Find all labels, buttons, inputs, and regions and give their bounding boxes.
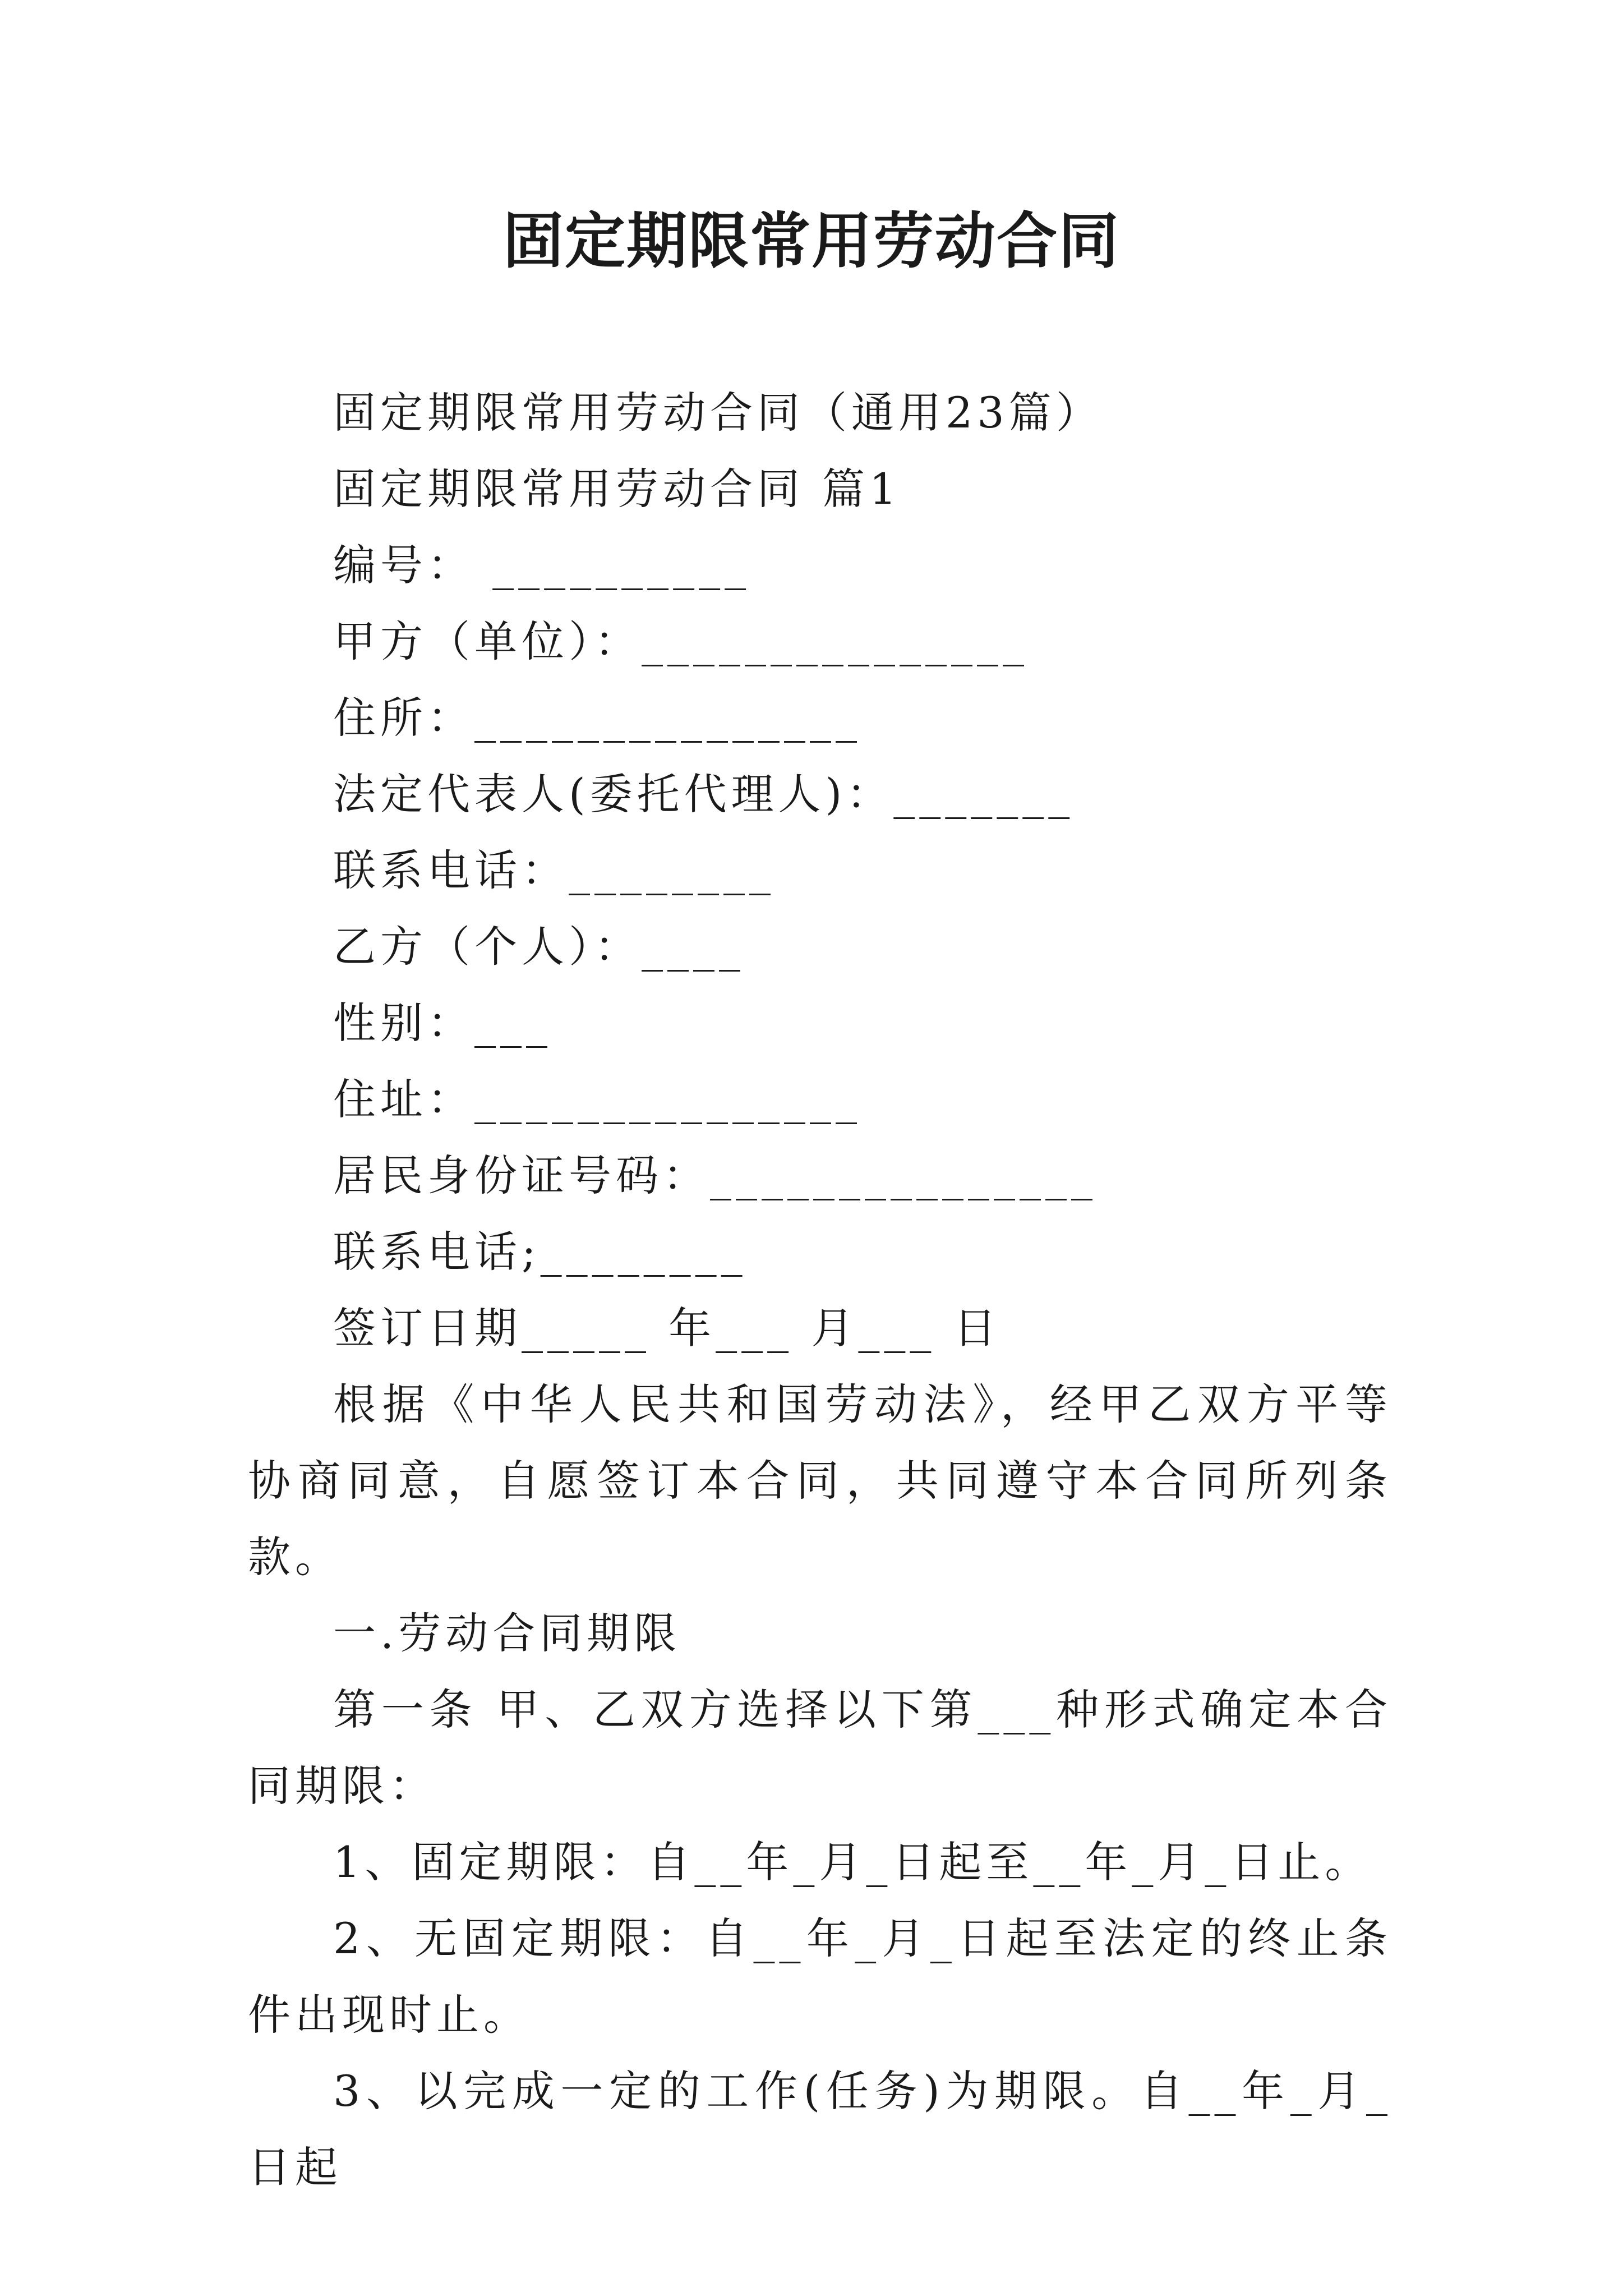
field-legal-representative: 法定代表人(委托代理人)：_______ (333, 769, 1075, 819)
field-contract-number: 编号： __________ (333, 540, 751, 590)
document-title: 固定期限常用劳动合同 (502, 206, 1120, 277)
field-party-a: 甲方（单位）：_______________ (333, 616, 1029, 666)
paragraph-article-1: 第一条 甲、乙双方选择以下第___种形式确定本合同期限： (248, 1685, 1392, 1811)
field-party-b-address: 住址：_______________ (333, 1074, 861, 1124)
list-item-task-term: 3、以完成一定的工作(任务)为期限。自__年_月_日起 (248, 2066, 1392, 2192)
field-party-b-phone: 联系电话;________ (333, 1227, 747, 1277)
field-party-b: 乙方（个人）：____ (333, 922, 745, 972)
field-id-number: 居民身份证号码：_______________ (333, 1151, 1097, 1200)
list-item-fixed-term: 1、固定期限：自__年_月_日起至__年_月_日止。 (333, 1837, 1372, 1887)
field-gender: 性别：___ (333, 998, 552, 1048)
document-body (248, 375, 1392, 2206)
paragraph-preamble: 根据《中华人民共和国劳动法》，经甲乙双方平等协商同意，自愿签订本合同，共同遵守本合同所列条款。 (248, 1379, 1392, 1582)
section-heading-term: 一.劳动合同期限 (333, 1608, 681, 1658)
section-heading: 固定期限常用劳动合同 篇1 (333, 464, 901, 514)
document-subtitle: 固定期限常用劳动合同（通用23篇） (333, 388, 1103, 438)
field-party-a-address: 住所：_______________ (333, 693, 861, 743)
field-signing-date: 签订日期_____ 年___ 月___ 日 (333, 1303, 1001, 1353)
field-party-a-phone: 联系电话：________ (333, 845, 775, 895)
list-item-open-term: 2、无固定期限：自__年_月_日起至法定的终止条件出现时止。 (248, 1913, 1392, 2040)
